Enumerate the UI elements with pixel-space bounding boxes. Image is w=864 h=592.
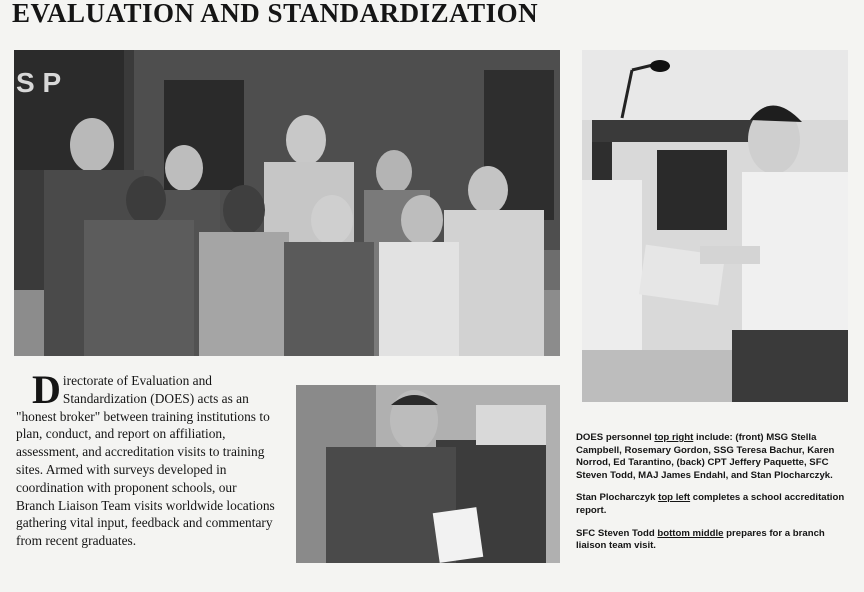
soldier-photo — [296, 385, 560, 563]
photo-captions — [576, 432, 846, 563]
caption-position: bottom middle — [657, 527, 724, 539]
page-title: EVALUATION AND STANDARDIZATION — [12, 0, 539, 28]
drop-cap: D — [32, 367, 61, 412]
caption-position: top right — [654, 432, 694, 443]
caption-text: include: (front) MSG Stella Campbell, Rosemary Gordon, SSG Teresa Bachur, Karen Norrod, Ed Tarantino, (back) CPT Jeffery Paquette, SFC Steven Todd, MAJ James Endahl, and Stan Plocharczyk. — [576, 432, 835, 481]
building-sign-text: S P — [16, 67, 62, 98]
caption-lead: DOES personnel — [576, 432, 652, 443]
caption-soldier — [576, 528, 846, 553]
group-photo — [14, 50, 560, 356]
caption-text: prepares for a branch liaison team visit. — [576, 527, 825, 552]
caption-lead: Stan Plocharczyk — [576, 492, 656, 504]
computer-photo — [582, 50, 848, 402]
caption-position: top left — [658, 492, 691, 504]
caption-text: completes a school accreditation report. — [576, 492, 845, 516]
caption-group — [576, 432, 846, 482]
caption-lead: SFC Steven Todd — [576, 527, 655, 539]
caption-computer — [576, 492, 846, 517]
article-body — [16, 367, 278, 550]
article-text: irectorate of Evaluation and Standardization (DOES) acts as an "honest broker" between training institutions to plan, conduct, and report on affiliation, assessment, and accreditation visits to training sites. Armed with surveys developed in coordination with proponent schools, our Branch Liaison Team visits worldwide locations gathering vital input, feedback and commentary from recent graduates. — [16, 373, 275, 549]
